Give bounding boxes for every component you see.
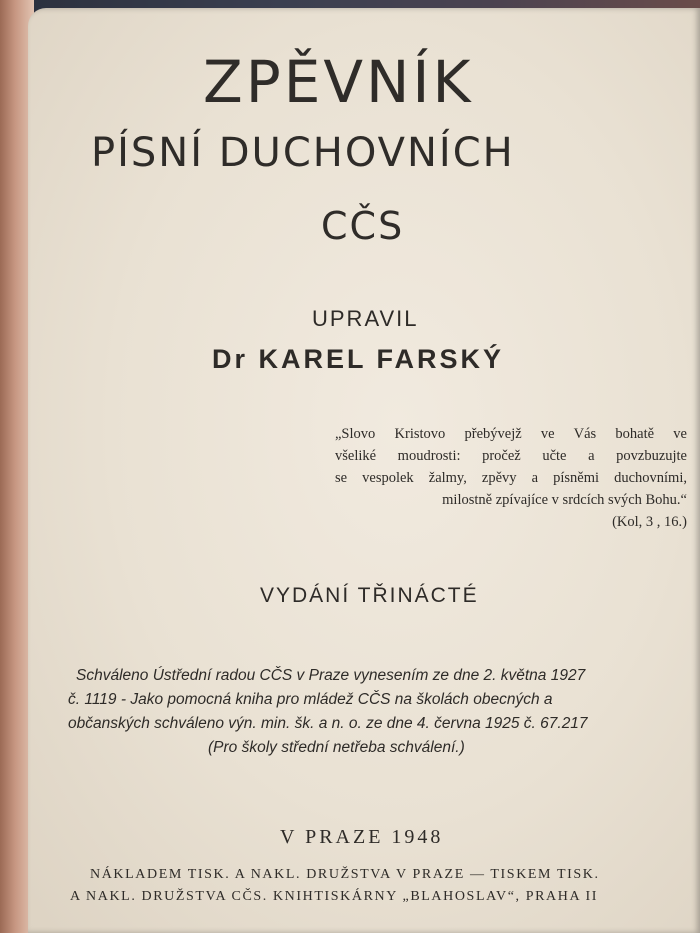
approval-line: Schváleno Ústřední radou CČS v Praze vynesením ze dne 2. května 1927 xyxy=(76,667,586,684)
book-title: ZPĚVNÍK xyxy=(203,48,474,116)
approval-notice xyxy=(68,664,700,760)
quote-reference: (Kol, 3 , 16.) xyxy=(612,514,687,530)
approval-line: (Pro školy střední netřeba schválení.) xyxy=(208,739,465,756)
quote-line: se vespolek žalmy, zpěvy a písněmi duchovními, xyxy=(335,470,687,486)
quote-line: všeliké moudrosti: pročež učte a povzbuzujte xyxy=(335,448,687,464)
quote-line: „Slovo Kristovo přebývejž ve Vás bohatě ve xyxy=(335,426,687,442)
book-subtitle: PÍSNÍ DUCHOVNÍCH xyxy=(91,130,515,176)
publisher-line: NÁKLADEM TISK. A NAKL. DRUŽSTVA V PRAZE — TISKEM TISK. xyxy=(90,867,600,882)
edition-label: VYDÁNÍ TŘINÁCTÉ xyxy=(260,584,479,607)
approval-line: občanských schváleno výn. min. šk. a n. o. ze dne 4. června 1925 č. 67.217 xyxy=(68,715,588,732)
epigraph-quote xyxy=(335,423,687,533)
title-page xyxy=(28,8,700,933)
publisher-imprint xyxy=(70,864,700,908)
quote-line: milostně zpívajíce v srdcích svých Bohu.“ xyxy=(442,492,687,508)
approval-line: č. 1119 - Jako pomocná kniha pro mládež CČS na školách obecných a xyxy=(68,691,553,708)
editor-name: Dr KAREL FARSKÝ xyxy=(212,344,505,374)
edited-by-label: UPRAVIL xyxy=(312,306,419,331)
publisher-line: A NAKL. DRUŽSTVA CČS. KNIHTISKÁRNY „BLAHOSLAV“, PRAHA II xyxy=(70,889,599,904)
place-and-year: V PRAZE 1948 xyxy=(280,826,444,848)
organization-abbreviation: CČS xyxy=(321,204,405,248)
